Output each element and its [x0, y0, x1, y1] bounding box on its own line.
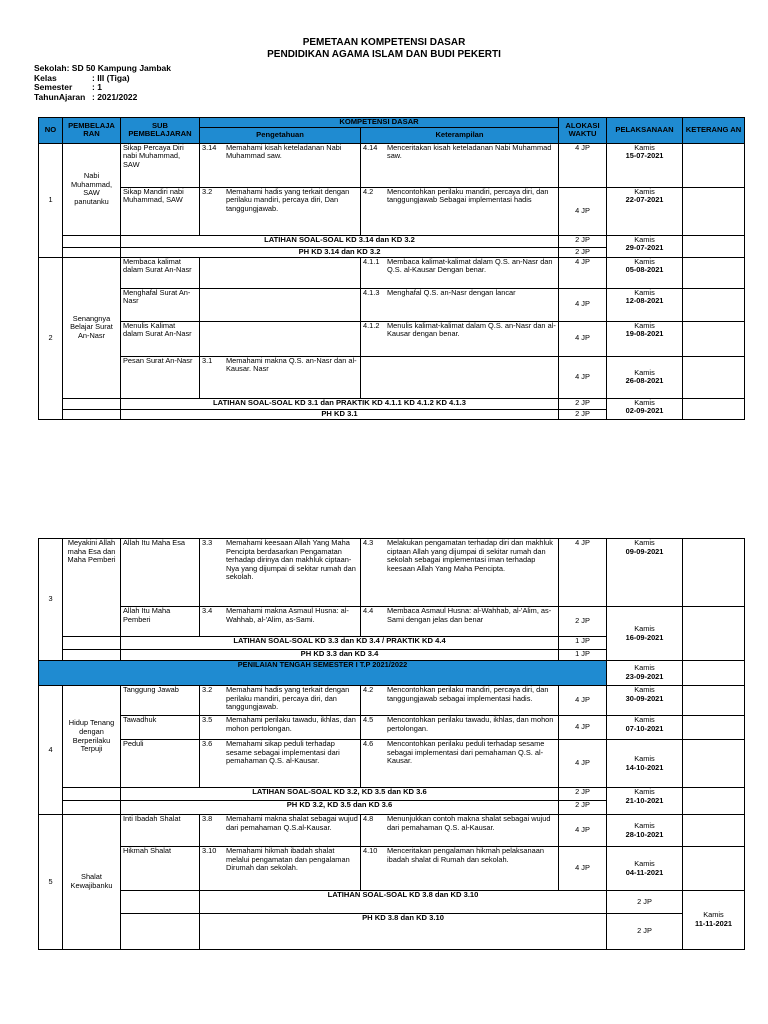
pengetahuan-cell: [200, 143, 361, 187]
alokasi-cell: 4 JP: [559, 847, 607, 891]
pelaksanaan-cell: [607, 607, 683, 661]
document-title: PEMETAAN KOMPETENSI DASAR: [302, 37, 466, 48]
meta-year: [34, 93, 171, 103]
keterangan-cell: [683, 321, 745, 356]
date-label: 14-10-2021: [625, 762, 664, 772]
pelaksanaan-cell: [683, 891, 745, 950]
summary-row: [39, 914, 745, 950]
date-label: 16-09-2021: [625, 632, 664, 642]
blank-cell: [121, 914, 200, 950]
sub-cell: Peduli: [121, 740, 200, 788]
keterampilan-cell: [361, 143, 559, 187]
table-row: [39, 740, 745, 788]
pengetahuan-cell: [200, 716, 361, 740]
day-label: Kamis: [634, 187, 655, 196]
table-row: [39, 716, 745, 740]
date-label: 21-10-2021: [625, 795, 664, 805]
kd-text: Memahami kisah keteladanan Nabi Muhammad saw.: [226, 143, 342, 161]
blank-cell: [63, 801, 121, 815]
day-label: Kamis: [634, 235, 655, 244]
pelaksanaan-cell: [607, 321, 683, 356]
alokasi-cell: 4 JP: [559, 187, 607, 235]
header-row: [39, 118, 745, 128]
keterampilan-cell: [361, 686, 559, 716]
day-label: Kamis: [634, 663, 655, 673]
kd-text: Memahami hadis yang terkait dengan perilaku mandiri, percaya diri, Dan tanggungjawab.: [226, 187, 350, 213]
sub-cell: Tanggung Jawab: [121, 686, 200, 716]
kd-number: 4.6: [363, 739, 374, 748]
sub-cell: Allah Itu Maha Esa: [121, 539, 200, 607]
keterampilan-cell: [361, 356, 559, 398]
table-row: [39, 847, 745, 891]
table-row: [39, 607, 745, 637]
alokasi-cell: 4 JP: [559, 143, 607, 187]
meta-year-value: : 2021/2022: [92, 91, 138, 102]
keterangan-cell: [683, 716, 745, 740]
kd-number: 4.1.1: [363, 257, 380, 266]
sub-cell: Hikmah Shalat: [121, 847, 200, 891]
table-row: [39, 187, 745, 235]
day-label: Kamis: [634, 367, 655, 377]
latihan-label: LATIHAN SOAL-SOAL KD 3.1 dan PRAKTIK KD 4.1.1 KD 4.1.2 KD 4.1.3: [121, 398, 559, 409]
kd-number: 4.1.3: [363, 288, 380, 297]
pengetahuan-cell: [200, 288, 361, 321]
day-label: Kamis: [634, 623, 655, 633]
kd-number: 4.1.2: [363, 321, 380, 330]
blank-cell: [63, 788, 121, 801]
kd-text: Membaca kalimat-kalimat dalam Q.S. an-Nasr dan Q.S. al-Kausar Dengan benar.: [387, 257, 553, 275]
sub-cell: Sikap Mandiri nabi Muhammad, SAW: [121, 187, 200, 235]
row-number: 1: [39, 143, 63, 257]
keterangan-cell: [683, 235, 745, 257]
alokasi-cell: 2 JP: [559, 607, 607, 637]
kd-text: Memahami hikmah ibadah shalat melalui pengamatan dan pengalaman Dirumah dan sekolah.: [226, 846, 350, 873]
table-row: [39, 288, 745, 321]
blank-cell: [63, 235, 121, 247]
kd-text: Menceritakan pengalaman hikmah pelaksanaan ibadah shalat di Rumah dan sekolah.: [387, 846, 544, 864]
kd-number: 3.4: [202, 606, 213, 615]
pengetahuan-cell: [200, 539, 361, 607]
keterampilan-cell: [361, 288, 559, 321]
alokasi-cell: 2 JP: [559, 398, 607, 409]
col-alokasi: ALOKASI WAKTU: [559, 118, 607, 144]
kd-text: Memahami sikap peduli terhadap sesame sebagai implementasi dari pemahaman Q.S. al-Kausar.: [226, 739, 340, 766]
summary-row: [39, 891, 745, 914]
keterangan-cell: [683, 607, 745, 661]
col-sub: SUB PEMBELAJARAN: [121, 118, 200, 144]
date-label: 05-08-2021: [625, 265, 664, 275]
date-label: 29-07-2021: [625, 243, 664, 253]
pembelajaran-cell: Nabi Muhammad, SAW panutanku: [63, 143, 121, 235]
pengetahuan-cell: [200, 686, 361, 716]
kd-number: 3.3: [202, 538, 213, 547]
latihan-label: LATIHAN SOAL-SOAL KD 3.14 dan KD 3.2: [121, 235, 559, 247]
pengetahuan-cell: [200, 321, 361, 356]
kd-number: 3.2: [202, 187, 213, 196]
kd-text: Mencontohkan perilaku tawadu, ikhlas, dan mohon pertolongan.: [387, 715, 554, 733]
alokasi-cell: 2 JP: [559, 788, 607, 801]
sub-cell: Allah Itu Maha Pemberi: [121, 607, 200, 637]
alokasi-cell: 4 JP: [559, 740, 607, 788]
alokasi-cell: 4 JP: [559, 686, 607, 716]
pelaksanaan-cell: [607, 740, 683, 788]
pelaksanaan-cell: [607, 187, 683, 235]
alokasi-cell: 2 JP: [607, 914, 683, 950]
kd-number: 3.1: [202, 356, 213, 365]
kd-number: 4.8: [363, 814, 374, 823]
blank-cell: [121, 891, 200, 914]
alokasi-cell: 4 JP: [559, 815, 607, 847]
kd-text: Memahami hadis yang terkait dengan perilaku mandiri, percaya diri, dan tanggungjawab.: [226, 685, 350, 712]
sub-cell: Menulis Kalimat dalam Surat An-Nasr: [121, 321, 200, 356]
school-info: [34, 64, 171, 102]
day-label: Kamis: [634, 715, 655, 724]
alokasi-cell: 4 JP: [559, 356, 607, 398]
date-label: 11-11-2021: [695, 919, 732, 928]
summary-row: [39, 235, 745, 247]
day-label: Kamis: [634, 143, 655, 152]
pelaksanaan-cell: [607, 257, 683, 288]
alokasi-cell: 4 JP: [559, 539, 607, 607]
kd-text: Mencontohkan perilaku mandiri, percaya diri, dan tanggungjawab Sebagai implementasi hadis: [387, 187, 549, 205]
kd-number: 4.2: [363, 685, 374, 694]
pelaksanaan-cell: [607, 815, 683, 847]
pelaksanaan-cell: [607, 398, 683, 419]
sub-cell: Tawadhuk: [121, 716, 200, 740]
sub-cell: Inti Ibadah Shalat: [121, 815, 200, 847]
pelaksanaan-cell: [607, 235, 683, 257]
pembelajaran-cell: Meyakini Allah maha Esa dan Maha Pemberi: [63, 539, 121, 637]
date-label: 23-09-2021: [625, 672, 664, 681]
kd-number: 3.6: [202, 739, 213, 748]
latihan-label: LATIHAN SOAL-SOAL KD 3.8 dan KD 3.10: [200, 891, 607, 914]
alokasi-cell: 2 JP: [559, 409, 607, 419]
keterampilan-cell: [361, 716, 559, 740]
blank-cell: [63, 637, 121, 650]
keterangan-cell: [683, 847, 745, 891]
sub-cell: Membaca kalimat dalam Surat An-Nasr: [121, 257, 200, 288]
alokasi-cell: 4 JP: [559, 257, 607, 288]
date-label: 30-09-2021: [625, 693, 664, 703]
kd-mapping-table-page1: [38, 117, 745, 420]
date-label: 12-08-2021: [625, 296, 664, 306]
keterangan-cell: [683, 661, 745, 686]
table-row: [39, 356, 745, 398]
kd-number: 4.14: [363, 143, 378, 152]
sub-cell: Pesan Surat An-Nasr: [121, 356, 200, 398]
alokasi-cell: 2 JP: [559, 247, 607, 257]
pelaksanaan-cell: [607, 847, 683, 891]
keterampilan-cell: [361, 257, 559, 288]
day-label: Kamis: [634, 685, 655, 694]
alokasi-cell: 1 JP: [559, 637, 607, 650]
pengetahuan-cell: [200, 607, 361, 637]
day-label: Kamis: [634, 321, 655, 330]
day-label: Kamis: [634, 288, 655, 297]
keterangan-cell: [683, 143, 745, 187]
pengetahuan-cell: [200, 740, 361, 788]
latihan-label: LATIHAN SOAL-SOAL KD 3.2, KD 3.5 dan KD 3.6: [121, 788, 559, 801]
kd-text: Memahami makna shalat sebagai wujud dari pemahaman Q.S.al-Kausar.: [226, 814, 358, 832]
date-label: 26-08-2021: [625, 376, 664, 386]
keterangan-cell: [683, 539, 745, 607]
pelaksanaan-cell: [607, 356, 683, 398]
day-label: Kamis: [634, 787, 655, 796]
pelaksanaan-cell: [607, 788, 683, 815]
meta-class-value: : III (Tiga): [92, 72, 130, 83]
day-label: Kamis: [634, 858, 655, 868]
keterampilan-cell: [361, 539, 559, 607]
pelaksanaan-cell: [607, 539, 683, 607]
keterampilan-cell: [361, 847, 559, 891]
row-number: 5: [39, 815, 63, 950]
pengetahuan-cell: [200, 257, 361, 288]
pembelajaran-cell: Hidup Tenang dengan Berperilaku Terpuji: [63, 686, 121, 788]
row-number: 3: [39, 539, 63, 661]
table-row: [39, 257, 745, 288]
kd-number: 3.2: [202, 685, 213, 694]
kd-number: 3.10: [202, 846, 217, 855]
kd-number: 4.5: [363, 715, 374, 724]
kd-number: 4.10: [363, 846, 378, 855]
ph-label: PH KD 3.2, KD 3.5 dan KD 3.6: [121, 801, 559, 815]
blank-cell: [63, 398, 121, 409]
sub-cell: Sikap Percaya Diri nabi Muhammad, SAW: [121, 143, 200, 187]
keterangan-cell: [683, 398, 745, 419]
keterampilan-cell: [361, 187, 559, 235]
alokasi-cell: 4 JP: [559, 716, 607, 740]
keterampilan-cell: [361, 607, 559, 637]
alokasi-cell: 4 JP: [559, 288, 607, 321]
col-pembelajaran: PEMBELAJA RAN: [63, 118, 121, 144]
pengetahuan-cell: [200, 847, 361, 891]
alokasi-cell: 2 JP: [559, 235, 607, 247]
table-row: [39, 539, 745, 607]
summary-row: [39, 398, 745, 409]
date-label: 09-09-2021: [625, 546, 664, 556]
table-row: [39, 321, 745, 356]
blank-cell: [63, 409, 121, 419]
day-label: Kamis: [634, 820, 655, 830]
keterangan-cell: [683, 686, 745, 716]
day-label: Kamis: [634, 398, 655, 407]
day-label: Kamis: [634, 257, 655, 266]
meta-semester-value: : 1: [92, 82, 102, 93]
keterangan-cell: [683, 815, 745, 847]
date-label: 19-08-2021: [625, 329, 664, 339]
keterangan-cell: [683, 288, 745, 321]
alokasi-cell: 2 JP: [559, 801, 607, 815]
day-label: Kamis: [634, 538, 655, 547]
keterampilan-cell: [361, 815, 559, 847]
date-label: 28-10-2021: [625, 829, 664, 839]
kd-number: 4.2: [363, 187, 374, 196]
kd-text: Menceritakan kisah keteladanan Nabi Muhammad saw.: [387, 143, 552, 161]
keterangan-cell: [683, 187, 745, 235]
kd-text: Menunjukkan contoh makna shalat sebagai wujud dari pemahaman Q.S. al-Kausar.: [387, 814, 551, 832]
date-label: 04-11-2021: [625, 867, 664, 877]
kd-text: Memahami perilaku tawadu, ikhlas, dan mohon pertolongan.: [226, 715, 356, 733]
meta-school-text: Sekolah: SD 50 Kampung Jambak: [34, 63, 171, 73]
col-keterangan: KETERANG AN: [683, 118, 745, 144]
pelaksanaan-cell: [607, 661, 683, 686]
kd-number: 3.14: [202, 143, 217, 152]
col-kompetensi: KOMPETENSI DASAR: [200, 118, 559, 128]
kd-text: Menulis kalimat-kalimat dalam Q.S. an-Nasr dan al-Kausar dengan benar.: [387, 321, 556, 339]
day-label: Kamis: [703, 910, 724, 920]
kd-text: Memahami makna Q.S. an-Nasr dan al-Kausar. Nasr: [226, 356, 357, 374]
ph-label: PH KD 3.14 dan KD 3.2: [121, 247, 559, 257]
kd-text: Menghafal Q.S. an-Nasr dengan lancar: [387, 288, 516, 297]
table-row: [39, 143, 745, 187]
keterampilan-cell: [361, 321, 559, 356]
ph-label: PH KD 3.1: [121, 409, 559, 419]
document-subtitle: PENDIDIKAN AGAMA ISLAM DAN BUDI PEKERTI: [267, 49, 501, 60]
kd-mapping-table-page2: [38, 538, 745, 950]
pengetahuan-cell: [200, 356, 361, 398]
pelaksanaan-cell: [607, 143, 683, 187]
pelaksanaan-cell: [607, 288, 683, 321]
row-number: 4: [39, 686, 63, 815]
alokasi-cell: 1 JP: [559, 650, 607, 661]
alokasi-cell: 2 JP: [607, 891, 683, 914]
table-row: [39, 815, 745, 847]
keterangan-cell: [683, 788, 745, 815]
pts-label: PENILAIAN TENGAH SEMESTER I T.P 2021/2022: [39, 661, 607, 686]
date-label: 15-07-2021: [625, 151, 664, 161]
kd-number: 3.8: [202, 814, 213, 823]
kd-number: 4.3: [363, 538, 374, 547]
col-pelaksanaan: PELAKSANAAN: [607, 118, 683, 144]
pembelajaran-cell: Senangnya Belajar Surat An-Nasr: [63, 257, 121, 398]
day-label: Kamis: [634, 753, 655, 763]
blank-cell: [63, 247, 121, 257]
pelaksanaan-cell: [607, 686, 683, 716]
date-label: 07-10-2021: [625, 723, 664, 733]
sub-cell: Menghafal Surat An-Nasr: [121, 288, 200, 321]
keterangan-cell: [683, 356, 745, 398]
kd-text: Melakukan pengamatan terhadap diri dan makhluk ciptaan Allah yang dijumpai di sekitar rumah dan sekolah sebagai implementasi iman terhadap keesaan Allah Yang Maha Pencipta.: [387, 538, 553, 573]
date-label: 02-09-2021: [625, 406, 664, 416]
keterampilan-cell: [361, 740, 559, 788]
ph-label: PH KD 3.8 dan KD 3.10: [200, 914, 607, 950]
kd-number: 3.5: [202, 715, 213, 724]
col-no: NO: [39, 118, 63, 144]
col-keterampilan: Keterampilan: [361, 127, 559, 143]
ph-label: PH KD 3.3 dan KD 3.4: [121, 650, 559, 661]
alokasi-cell: 4 JP: [559, 321, 607, 356]
meta-year-label: TahunAjaran: [34, 91, 86, 102]
kd-text: Membaca Asmaul Husna: al-Wahhab, al-'Alim, as-Sami dengan jelas dan benar: [387, 606, 552, 624]
date-label: 22-07-2021: [625, 195, 664, 205]
blank-cell: [63, 650, 121, 661]
keterangan-cell: [683, 740, 745, 788]
kd-text: Mencontohkan perilaku mandiri, percaya diri, dan tanggungjawab sebagai implementasi hadis.: [387, 685, 549, 703]
table-row: [39, 686, 745, 716]
pembelajaran-cell: Shalat Kewajibanku: [63, 815, 121, 950]
kd-text: Memahami makna Asmaul Husna: al-Wahhab, al-'Alim, as-Sami.: [226, 606, 349, 624]
latihan-label: LATIHAN SOAL-SOAL KD 3.3 dan KD 3.4 / PRAKTIK KD 4.4: [121, 637, 559, 650]
meta-class-label: Kelas: [34, 72, 57, 83]
kd-text: Mencontohkan perilaku peduli terhadap sesame sebagai implementasi dari pemahaman Q.S. al-Kausar.: [387, 739, 545, 766]
pts-row: [39, 661, 745, 686]
kd-text: Memahami keesaan Allah Yang Maha Pencipta berdasarkan Pengamatan terhadap dirinya dan makhluk ciptaan-Nya yang dijumpai di sekitar rumah dan sekolah.: [226, 538, 356, 582]
meta-semester-label: Semester: [34, 82, 73, 93]
kd-number: 4.4: [363, 606, 374, 615]
row-number: 2: [39, 257, 63, 419]
pelaksanaan-cell: [607, 716, 683, 740]
pengetahuan-cell: [200, 815, 361, 847]
summary-row: [39, 788, 745, 801]
pengetahuan-cell: [200, 187, 361, 235]
col-pengetahuan: Pengetahuan: [200, 127, 361, 143]
keterangan-cell: [683, 257, 745, 288]
